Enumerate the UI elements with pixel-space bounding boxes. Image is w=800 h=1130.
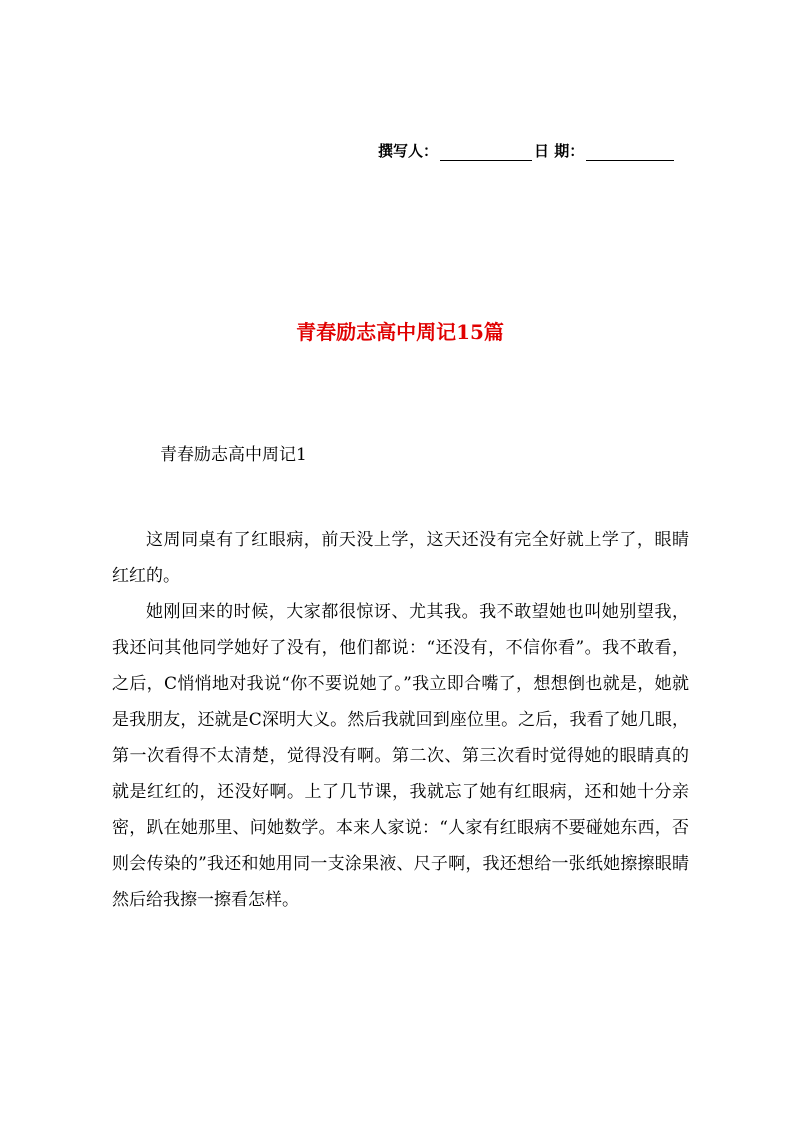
author-label: 撰写人： [378,142,439,160]
paragraph-2: 她刚回来的时候，大家都很惊讶、尤其我。我不敢望她也叫她别望我，我还问其他同学她好了没有，他们都说：“还没有，不信你看”。我不敢看，之后，C悄悄地对我说“你不要说她了。”我立即合嘴了，想想倒也就是，她就是我朋友，还就是C深明大义。然后我就回到座位里。之后，我看了她几眼，第一次看得不太清楚，觉得没有啊。第二次、第三次看时觉得她的眼睛真的就是红红的，还没好啊。上了几节课，我就忘了她有红眼病，还和她十分亲密，趴在她那里、问她数学。本来人家说：“人家有红眼病不要碰她东西，否则会传染的”我还和她用同一支涂果液、尺子啊，我还想给一张纸她擦擦眼睛然后给我擦一擦看怎样。 [112,602,689,910]
document-body [112,522,689,918]
date-label: 日 期： [534,142,585,160]
document-title: 青春励志高中周记15篇 [296,320,504,344]
header-author-date [378,140,688,161]
date-blank-field [586,144,674,161]
section-title: 青春励志高中周记1 [160,445,307,465]
author-blank-field [440,144,532,161]
paragraph-1: 这周同桌有了红眼病，前天没上学，这天还没有完全好就上学了，眼睛红红的。 [112,530,689,586]
